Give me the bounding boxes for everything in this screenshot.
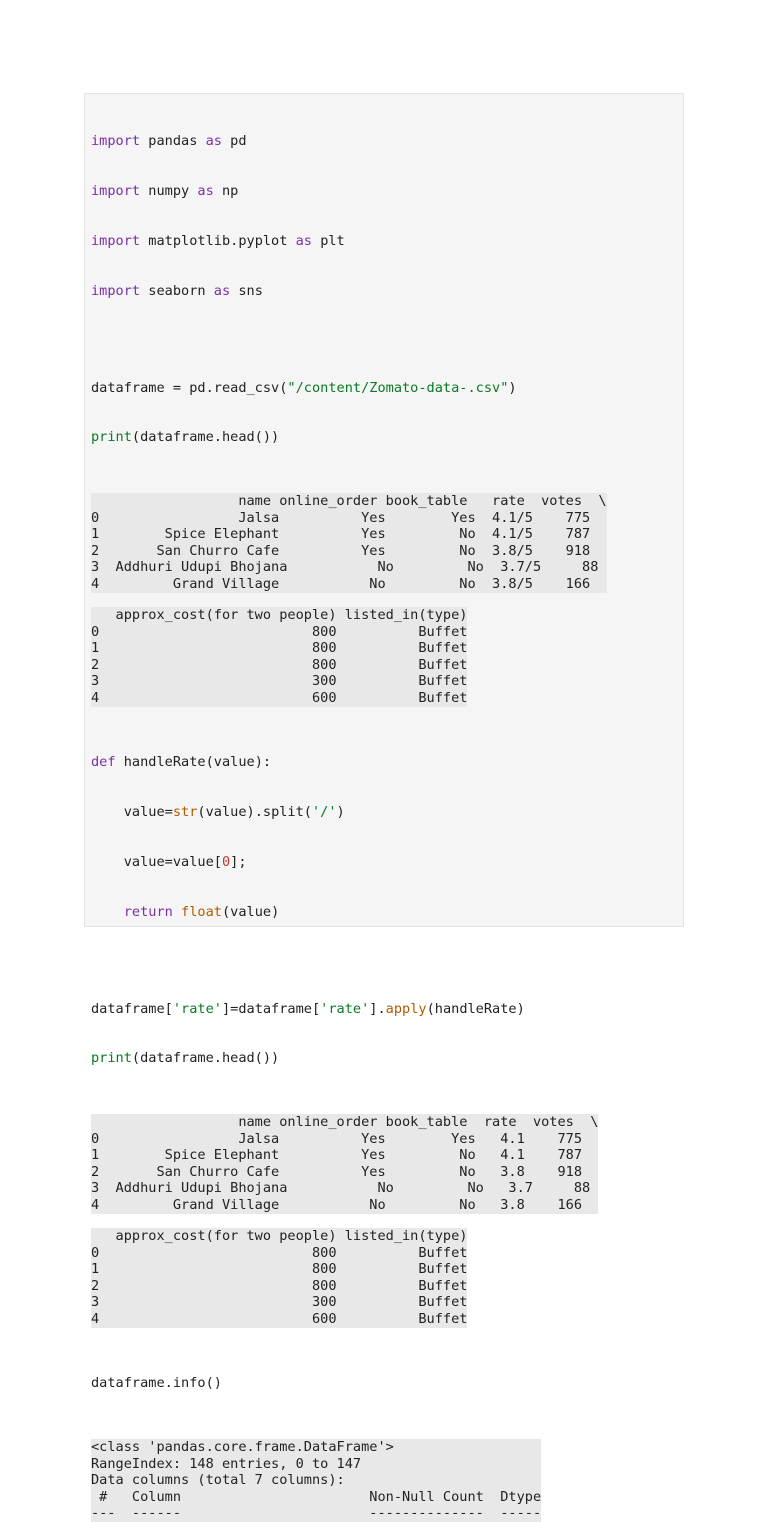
apply-block <box>91 967 677 1100</box>
output-line: 1 Spice Elephant Yes No 4.1/5 787 <box>91 526 591 543</box>
dataframe-head-output <box>91 1114 598 1214</box>
output-line: 1 Spice Elephant Yes No 4.1 787 <box>91 1147 583 1164</box>
output-line: 2 San Churro Cafe Yes No 3.8/5 918 <box>91 542 591 559</box>
output-line: 4 Grand Village No No 3.8/5 166 <box>91 576 591 593</box>
notebook-code-cell <box>84 93 684 1522</box>
info-call-line: dataframe.info() <box>91 1375 222 1392</box>
import-block <box>91 100 677 332</box>
import-line: import pandas as pd <box>91 133 247 150</box>
handle-rate-function <box>91 721 677 953</box>
output-line: 4 600 Buffet <box>91 690 468 706</box>
output-line: RangeIndex: 148 entries, 0 to 147 <box>91 1455 362 1472</box>
import-line: import seaborn as sns <box>91 282 263 299</box>
output-line: <class 'pandas.core.frame.DataFrame'> <box>91 1438 394 1455</box>
output-line: 3 300 Buffet <box>91 1294 468 1311</box>
output-line: 0 800 Buffet <box>91 1244 468 1261</box>
output-line: --- ------ -------------- ----- <box>91 1505 542 1522</box>
output-line: 2 800 Buffet <box>91 1277 468 1294</box>
output-line: Data columns (total 7 columns): <box>91 1472 345 1489</box>
dataframe-head-output-continued <box>91 1228 467 1328</box>
import-line: import matplotlib.pyplot as plt <box>91 232 345 249</box>
read-csv-block <box>91 346 677 479</box>
output-line: approx_cost(for two people) listed_in(type) <box>91 607 468 624</box>
output-line: 0 800 Buffet <box>91 623 468 640</box>
output-line: 4 Grand Village No No 3.8 166 <box>91 1197 583 1214</box>
output-line: name online_order book_table rate votes \ <box>91 493 607 510</box>
output-line: # Column Non-Null Count Dtype <box>91 1488 542 1505</box>
output-line: 2 800 Buffet <box>91 656 468 673</box>
apply-line: dataframe['rate']=dataframe['rate'].apply(handleRate) <box>91 1000 525 1017</box>
read-csv-line: dataframe = pd.read_csv("/content/Zomato-data-.csv") <box>91 379 517 396</box>
print-head-line: print(dataframe.head()) <box>91 429 280 446</box>
output-line: 1 800 Buffet <box>91 640 468 657</box>
dataframe-head-output-continued <box>91 607 467 707</box>
print-head-line: print(dataframe.head()) <box>91 1050 280 1067</box>
dataframe-info-output <box>91 1439 541 1522</box>
split-line: value=str(value).split('/') <box>91 803 345 820</box>
output-line: 0 Jalsa Yes Yes 4.1/5 775 <box>91 509 591 526</box>
def-line: def handleRate(value): <box>91 754 272 771</box>
output-line: 1 800 Buffet <box>91 1261 468 1278</box>
dataframe-head-output <box>91 493 607 593</box>
output-line: 3 300 Buffet <box>91 673 468 690</box>
output-line: 3 Addhuri Udupi Bhojana No No 3.7/5 88 <box>91 559 599 576</box>
return-line: return float(value) <box>123 903 280 920</box>
output-line: name online_order book_table rate votes \ <box>91 1114 599 1131</box>
index-line: value=value[0]; <box>91 853 247 870</box>
output-line: approx_cost(for two people) listed_in(type) <box>91 1228 468 1245</box>
output-line: 4 600 Buffet <box>91 1311 468 1327</box>
import-line: import numpy as np <box>91 182 239 199</box>
output-line: 2 San Churro Cafe Yes No 3.8 918 <box>91 1163 583 1180</box>
output-line: 0 Jalsa Yes Yes 4.1 775 <box>91 1130 583 1147</box>
output-line: 3 Addhuri Udupi Bhojana No No 3.7 88 <box>91 1180 591 1197</box>
info-call-block <box>91 1342 677 1425</box>
